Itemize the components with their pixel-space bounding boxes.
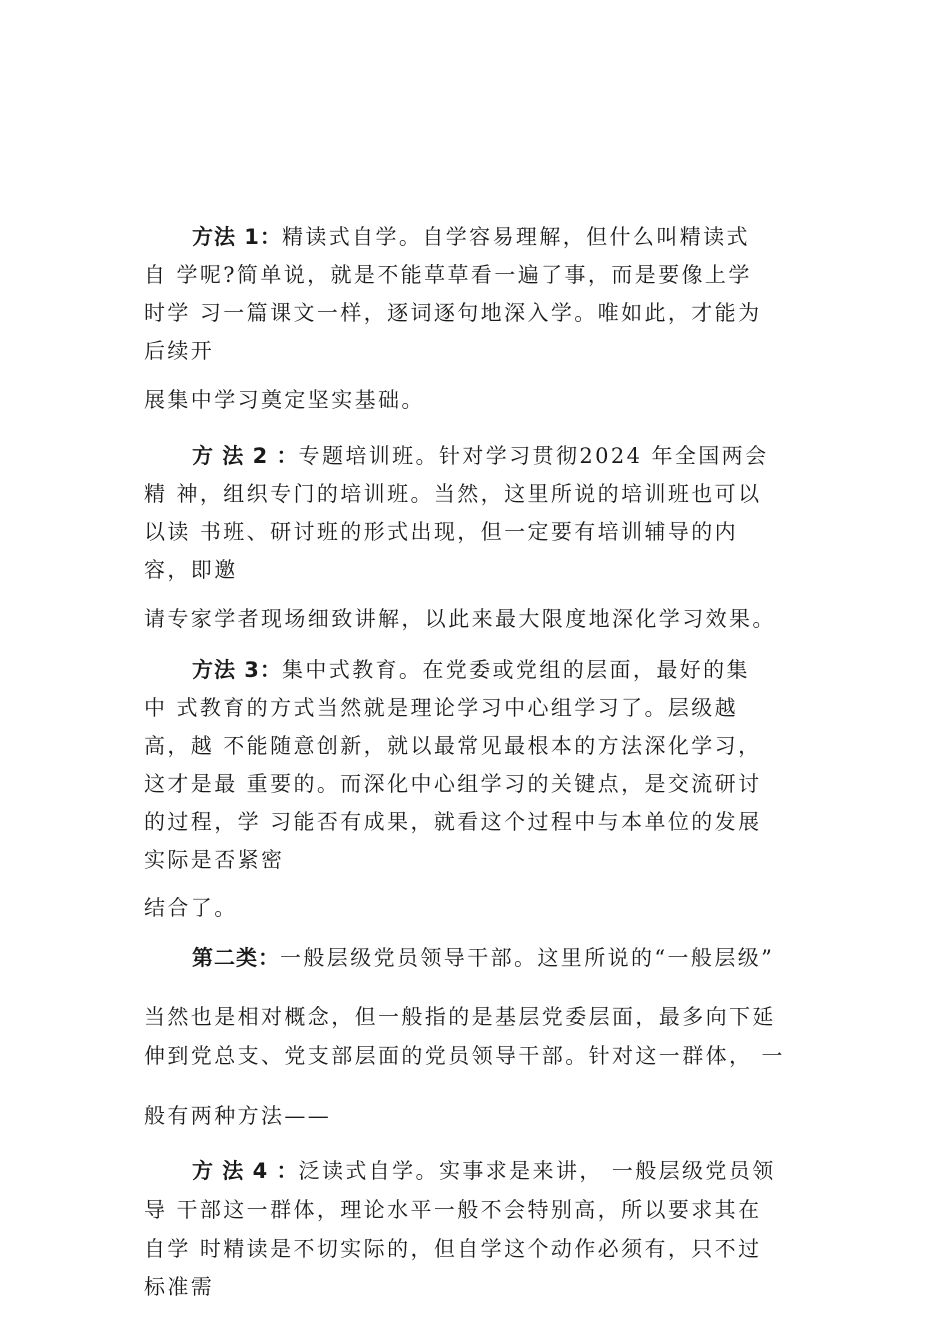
paragraph-4-line-4: 般有两种方法——: [144, 1104, 332, 1128]
paragraph-2-line-3: 以读 书班、研讨班的形式出现，但一定要有培训辅导的内: [144, 520, 739, 544]
paragraph-4-text-1: 一般层级党员领导干部。这里所说的“一般层级”: [280, 946, 775, 970]
paragraph-5-line-2: 导 干部这一群体，理论水平一般不会特别高，所以要求其在: [144, 1198, 762, 1222]
paragraph-3-line-4: 这才是最 重要的。而深化中心组学习的关键点，是交流研讨: [144, 772, 762, 796]
paragraph-3-line-2: 中 式教育的方式当然就是理论学习中心组学习了。层级越: [144, 696, 739, 720]
paragraph-3-text-1: 集中式教育。在党委或党组的层面，最好的集: [281, 658, 750, 682]
method-2-label: 方 法 2 ：: [192, 444, 299, 468]
paragraph-1-line-5: 展集中学习奠定坚实基础。: [144, 388, 425, 412]
method-3-label: 方法 3：: [192, 658, 282, 682]
paragraph-1-text-1: 精读式自学。自学容易理解，但什么叫精读式: [281, 225, 750, 249]
paragraph-1-line-4: 后续开: [144, 339, 215, 363]
paragraph-2-line-4: 容，即邀: [144, 558, 238, 582]
paragraph-2-line-5: 请专家学者现场细致讲解，以此来最大限度地深化学习效果。: [144, 607, 776, 631]
paragraph-2-line-1: [192, 441, 768, 471]
paragraph-1-line-1: [192, 222, 750, 252]
method-4-label: 方 法 4 ：: [192, 1159, 299, 1183]
paragraph-2-line-2: 精 神，组织专门的培训班。当然，这里所说的培训班也可以: [144, 482, 762, 506]
paragraph-5-line-4: 标准需: [144, 1275, 215, 1299]
paragraph-3-line-1: [192, 655, 750, 685]
paragraph-1-line-2: 自 学呢?简单说，就是不能草草看一遍了事，而是要像上学: [144, 263, 752, 287]
paragraph-4-line-2: 当然也是相对概念，但一般指的是基层党委层面，最多向下延: [144, 1005, 776, 1029]
category-2-label: 第二类：: [192, 946, 280, 970]
paragraph-3-line-7: 结合了。: [144, 896, 238, 920]
paragraph-5-line-1: [192, 1156, 776, 1186]
paragraph-3-line-5: 的过程，学 习能否有成果，就看这个过程中与本单位的发展: [144, 810, 762, 834]
method-1-label: 方法 1：: [192, 225, 282, 249]
paragraph-4-line-1: [192, 943, 774, 973]
paragraph-5-line-3: 自学 时精读是不切实际的，但自学这个动作必须有，只不过: [144, 1237, 762, 1261]
paragraph-4-line-3: 伸到党总支、党支部层面的党员领导干部。针对这一群体， 一: [144, 1044, 785, 1068]
paragraph-5-text-1: 泛读式自学。实事求是来讲， 一般层级党员领: [298, 1159, 776, 1183]
paragraph-3-line-3: 高，越 不能随意创新，就以最常见最根本的方法深化学习，: [144, 734, 762, 758]
paragraph-3-line-6: 实际是否紧密: [144, 848, 285, 872]
paragraph-1-line-3: 时学 习一篇课文一样，逐词逐句地深入学。唯如此，才能为: [144, 301, 762, 325]
paragraph-2-text-1: 专题培训班。针对学习贯彻2024 年全国两会: [298, 444, 769, 468]
